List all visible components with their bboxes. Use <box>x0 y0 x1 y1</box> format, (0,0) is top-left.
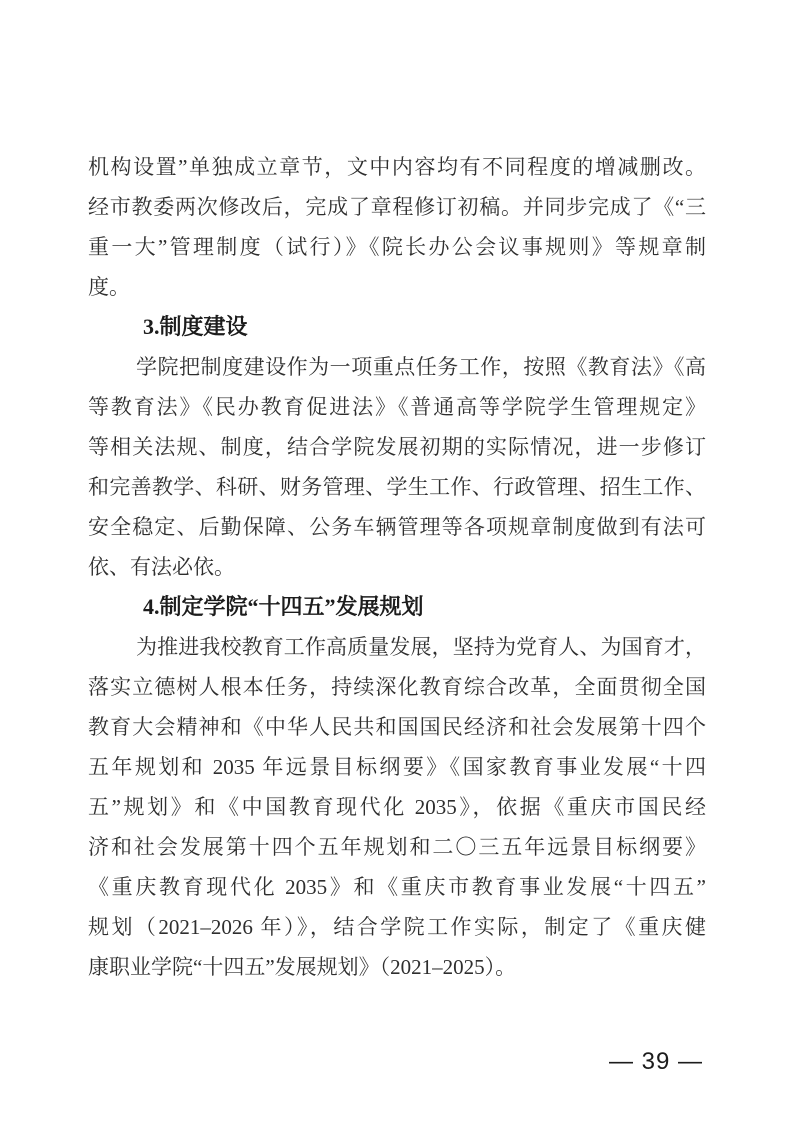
text-line: 规划（2021–2026 年）》，结合学院工作实际，制定了《重庆健 <box>88 915 706 939</box>
text-line: 依、有法必依。 <box>88 555 235 579</box>
text-line: 度。 <box>88 275 130 299</box>
text-line: 《重庆教育现代化 2035》和《重庆市教育事业发展“十四五” <box>88 875 706 899</box>
text-line: 教育大会精神和《中华人民共和国国民经济和社会发展第十四个 <box>88 715 706 739</box>
text-line: 五年规划和 2035 年远景目标纲要》《国家教育事业发展“十四 <box>88 755 706 779</box>
text-line: 五”规划》和《中国教育现代化 2035》，依据《重庆市国民经 <box>88 795 706 819</box>
section-heading-4: 4.制定学院“十四五”发展规划 <box>143 594 424 619</box>
page-number: — 39 — <box>608 1048 703 1075</box>
text-line: 济和社会发展第十四个五年规划和二〇三五年远景目标纲要》 <box>88 835 706 859</box>
text-line: 等相关法规、制度，结合学院发展初期的实际情况，进一步修订 <box>88 435 706 459</box>
text-line: 康职业学院“十四五”发展规划》（2021–2025）。 <box>88 955 517 979</box>
text-line: 安全稳定、后勤保障、公务车辆管理等各项规章制度做到有法可 <box>88 515 706 539</box>
text-line: 经市教委两次修改后，完成了章程修订初稿。并同步完成了《“三 <box>88 195 706 219</box>
text-line: 和完善教学、科研、财务管理、学生工作、行政管理、招生工作、 <box>88 475 706 499</box>
document-content <box>88 147 706 987</box>
text-line: 为推进我校教育工作高质量发展，坚持为党育人、为国育才， <box>136 635 706 659</box>
section-heading-3: 3.制度建设 <box>143 314 248 339</box>
text-line: 重一大”管理制度（试行）》《院长办公会议事规则》等规章制 <box>88 235 706 259</box>
text-line: 机构设置”单独成立章节，文中内容均有不同程度的增减删改。 <box>88 155 706 179</box>
text-line: 落实立德树人根本任务，持续深化教育综合改革，全面贯彻全国 <box>88 675 706 699</box>
text-line: 等教育法》《民办教育促进法》《普通高等学院学生管理规定》 <box>88 395 706 419</box>
text-line: 学院把制度建设作为一项重点任务工作，按照《教育法》《高 <box>136 355 706 379</box>
